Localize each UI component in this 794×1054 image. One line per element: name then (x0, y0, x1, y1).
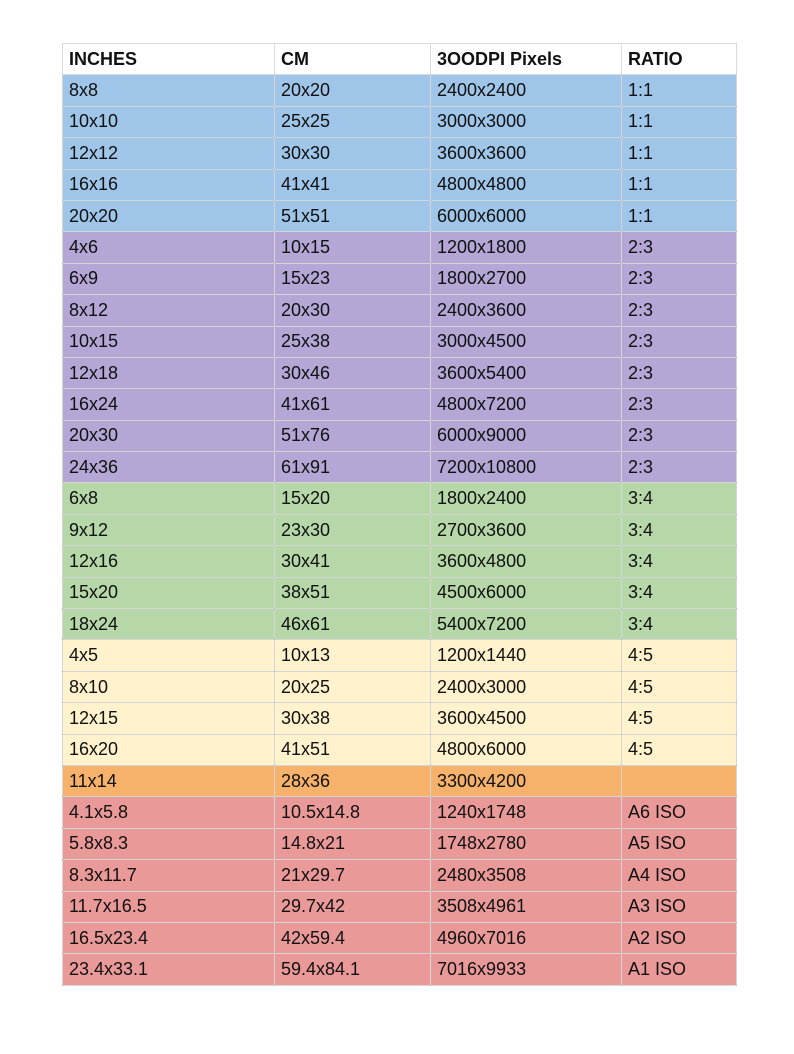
cm-cell: 41x61 (275, 389, 431, 420)
ratio-cell: 3:4 (622, 483, 737, 514)
ratio-cell: 2:3 (622, 357, 737, 388)
pixels-cell: 2400x2400 (431, 75, 622, 106)
inches-cell: 24x36 (63, 452, 275, 483)
inches-cell: 18x24 (63, 609, 275, 640)
inches-cell: 11.7x16.5 (63, 891, 275, 922)
cm-cell: 25x38 (275, 326, 431, 357)
inches-cell: 5.8x8.3 (63, 828, 275, 859)
table-row (63, 483, 737, 514)
pixels-cell: 4500x6000 (431, 577, 622, 608)
table-row (63, 577, 737, 608)
table-row (63, 232, 737, 263)
ratio-cell: 1:1 (622, 106, 737, 137)
table-row (63, 734, 737, 765)
cm-cell: 14.8x21 (275, 828, 431, 859)
inches-cell: 12x18 (63, 357, 275, 388)
inches-cell: 16x16 (63, 169, 275, 200)
pixels-cell: 3600x4500 (431, 703, 622, 734)
table-row (63, 954, 737, 985)
inches-cell: 12x12 (63, 138, 275, 169)
pixels-cell: 2400x3000 (431, 671, 622, 702)
cm-cell: 30x38 (275, 703, 431, 734)
cm-cell: 30x41 (275, 546, 431, 577)
inches-cell: 15x20 (63, 577, 275, 608)
cm-cell: 46x61 (275, 609, 431, 640)
inches-cell: 12x16 (63, 546, 275, 577)
inches-cell: 11x14 (63, 765, 275, 796)
inches-cell: 12x15 (63, 703, 275, 734)
ratio-cell: 1:1 (622, 169, 737, 200)
header-inches: INCHES (63, 44, 275, 75)
pixels-cell: 4800x4800 (431, 169, 622, 200)
table-row (63, 75, 737, 106)
ratio-cell (622, 765, 737, 796)
cm-cell: 25x25 (275, 106, 431, 137)
cm-cell: 29.7x42 (275, 891, 431, 922)
ratio-cell: 3:4 (622, 609, 737, 640)
cm-cell: 42x59.4 (275, 922, 431, 953)
header-pixels: 3OODPI Pixels (431, 44, 622, 75)
pixels-cell: 3300x4200 (431, 765, 622, 796)
header-row (63, 44, 737, 75)
ratio-cell: 4:5 (622, 734, 737, 765)
table-row (63, 420, 737, 451)
cm-cell: 10x13 (275, 640, 431, 671)
pixels-cell: 3600x3600 (431, 138, 622, 169)
ratio-cell: 2:3 (622, 326, 737, 357)
pixels-cell: 5400x7200 (431, 609, 622, 640)
cm-cell: 38x51 (275, 577, 431, 608)
table-row (63, 703, 737, 734)
table-row (63, 891, 737, 922)
table-body (63, 75, 737, 985)
ratio-cell: 3:4 (622, 514, 737, 545)
table-row (63, 452, 737, 483)
cm-cell: 15x20 (275, 483, 431, 514)
table-row (63, 295, 737, 326)
ratio-cell: 2:3 (622, 452, 737, 483)
pixels-cell: 6000x9000 (431, 420, 622, 451)
ratio-cell: 4:5 (622, 640, 737, 671)
inches-cell: 6x8 (63, 483, 275, 514)
table-row (63, 546, 737, 577)
pixels-cell: 7016x9933 (431, 954, 622, 985)
ratio-cell: A4 ISO (622, 860, 737, 891)
ratio-cell: 2:3 (622, 389, 737, 420)
ratio-cell: 3:4 (622, 546, 737, 577)
table-row (63, 797, 737, 828)
table-row (63, 765, 737, 796)
pixels-cell: 3000x3000 (431, 106, 622, 137)
pixels-cell: 3600x4800 (431, 546, 622, 577)
ratio-cell: 1:1 (622, 138, 737, 169)
pixels-cell: 1200x1800 (431, 232, 622, 263)
cm-cell: 23x30 (275, 514, 431, 545)
pixels-cell: 2700x3600 (431, 514, 622, 545)
cm-cell: 30x30 (275, 138, 431, 169)
cm-cell: 30x46 (275, 357, 431, 388)
ratio-cell: 4:5 (622, 703, 737, 734)
inches-cell: 8x8 (63, 75, 275, 106)
table-row (63, 200, 737, 231)
pixels-cell: 1800x2400 (431, 483, 622, 514)
cm-cell: 10x15 (275, 232, 431, 263)
inches-cell: 4x6 (63, 232, 275, 263)
table-row (63, 106, 737, 137)
ratio-cell: A6 ISO (622, 797, 737, 828)
cm-cell: 10.5x14.8 (275, 797, 431, 828)
ratio-cell: 2:3 (622, 295, 737, 326)
pixels-cell: 7200x10800 (431, 452, 622, 483)
inches-cell: 16x20 (63, 734, 275, 765)
inches-cell: 4x5 (63, 640, 275, 671)
inches-cell: 8x12 (63, 295, 275, 326)
ratio-cell: 3:4 (622, 577, 737, 608)
table-row (63, 860, 737, 891)
cm-cell: 20x20 (275, 75, 431, 106)
inches-cell: 23.4x33.1 (63, 954, 275, 985)
table-row (63, 138, 737, 169)
table-row (63, 169, 737, 200)
cm-cell: 20x30 (275, 295, 431, 326)
pixels-cell: 4960x7016 (431, 922, 622, 953)
ratio-cell: A3 ISO (622, 891, 737, 922)
inches-cell: 10x10 (63, 106, 275, 137)
print-size-table (62, 43, 737, 986)
pixels-cell: 1240x1748 (431, 797, 622, 828)
inches-cell: 10x15 (63, 326, 275, 357)
inches-cell: 6x9 (63, 263, 275, 294)
ratio-cell: 2:3 (622, 263, 737, 294)
inches-cell: 8x10 (63, 671, 275, 702)
header-cm: CM (275, 44, 431, 75)
cm-cell: 28x36 (275, 765, 431, 796)
ratio-cell: 1:1 (622, 75, 737, 106)
ratio-cell: A2 ISO (622, 922, 737, 953)
pixels-cell: 1748x2780 (431, 828, 622, 859)
table-row (63, 609, 737, 640)
pixels-cell: 3000x4500 (431, 326, 622, 357)
inches-cell: 16x24 (63, 389, 275, 420)
inches-cell: 8.3x11.7 (63, 860, 275, 891)
pixels-cell: 4800x7200 (431, 389, 622, 420)
table-row (63, 640, 737, 671)
pixels-cell: 1200x1440 (431, 640, 622, 671)
inches-cell: 20x30 (63, 420, 275, 451)
cm-cell: 61x91 (275, 452, 431, 483)
pixels-cell: 1800x2700 (431, 263, 622, 294)
pixels-cell: 3600x5400 (431, 357, 622, 388)
ratio-cell: 2:3 (622, 232, 737, 263)
ratio-cell: A5 ISO (622, 828, 737, 859)
table-row (63, 514, 737, 545)
cm-cell: 15x23 (275, 263, 431, 294)
table-row (63, 389, 737, 420)
inches-cell: 16.5x23.4 (63, 922, 275, 953)
cm-cell: 51x51 (275, 200, 431, 231)
cm-cell: 21x29.7 (275, 860, 431, 891)
inches-cell: 9x12 (63, 514, 275, 545)
inches-cell: 4.1x5.8 (63, 797, 275, 828)
cm-cell: 59.4x84.1 (275, 954, 431, 985)
inches-cell: 20x20 (63, 200, 275, 231)
pixels-cell: 6000x6000 (431, 200, 622, 231)
pixels-cell: 3508x4961 (431, 891, 622, 922)
cm-cell: 20x25 (275, 671, 431, 702)
cm-cell: 41x51 (275, 734, 431, 765)
pixels-cell: 4800x6000 (431, 734, 622, 765)
cm-cell: 41x41 (275, 169, 431, 200)
header-ratio: RATIO (622, 44, 737, 75)
ratio-cell: 2:3 (622, 420, 737, 451)
ratio-cell: 4:5 (622, 671, 737, 702)
table-row (63, 828, 737, 859)
table-row (63, 326, 737, 357)
ratio-cell: 1:1 (622, 200, 737, 231)
ratio-cell: A1 ISO (622, 954, 737, 985)
table-row (63, 263, 737, 294)
table-header (63, 44, 737, 75)
pixels-cell: 2400x3600 (431, 295, 622, 326)
table-row (63, 671, 737, 702)
table-row (63, 922, 737, 953)
table-row (63, 357, 737, 388)
cm-cell: 51x76 (275, 420, 431, 451)
pixels-cell: 2480x3508 (431, 860, 622, 891)
